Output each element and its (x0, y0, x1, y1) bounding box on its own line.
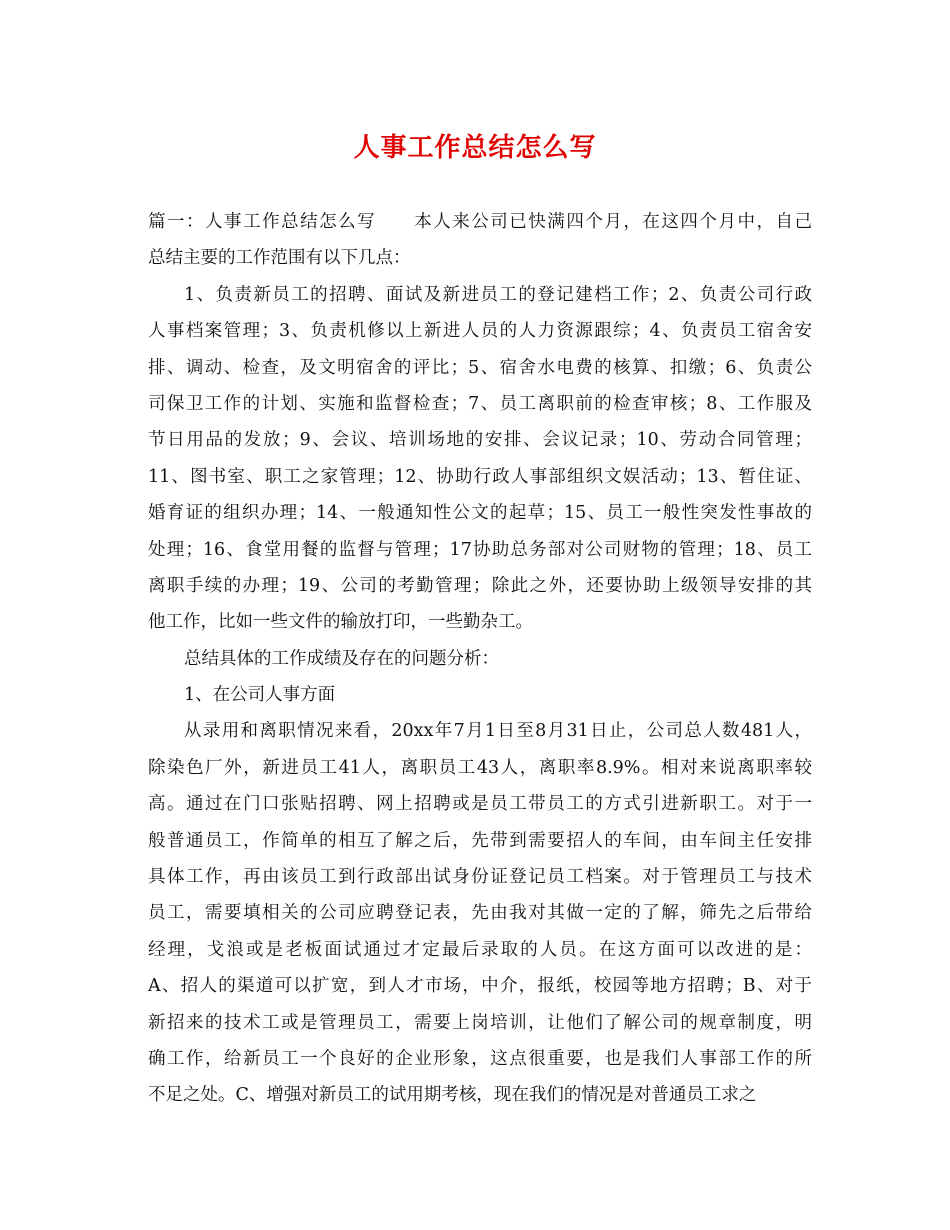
document-title: 人事工作总结怎么写 (353, 133, 597, 163)
text-line: 处理；16、食堂用餐的监督与管理；17协助总务部对公司财物的管理；18、员工 (148, 539, 812, 560)
text-line: 经理，戈浪或是老板面试通过才定最后录取的人员。在这方面可以改进的是： (148, 939, 812, 960)
text-line: 司保卫工作的计划、实施和监督检查；7、员工离职前的检查审核；8、工作服及 (148, 393, 812, 414)
text-line: 他工作，比如一些文件的输放打印，一些勤杂工。 (148, 612, 533, 633)
text-line: 婚育证的组织办理；14、一般通知性公文的起草；15、员工一般性突发性事故的 (148, 503, 812, 524)
text-line: 般普通员工，作简单的相互了解之后，先带到需要招人的车间，由车间主任安排 (148, 830, 812, 851)
text-line: 不足之处。C、增强对新员工的试用期考核，现在我们的情况是对普通员工求之 (148, 1085, 757, 1106)
text-line: 总结具体的工作成绩及存在的问题分析： (184, 648, 499, 669)
text-line: 高。通过在门口张贴招聘、网上招聘或是员工带员工的方式引进新职工。对于一 (148, 794, 812, 815)
text-line: 确工作，给新员工一个良好的企业形象，这点很重要，也是我们人事部工作的所 (148, 1048, 812, 1069)
section-heading: 1、在公司人事方面 (184, 685, 336, 706)
text-line: 人事档案管理；3、负责机修以上新进人员的人力资源跟综；4、负责员工宿舍安 (148, 321, 812, 342)
text-line: 从录用和离职情况来看，20xx年7月1日至8月31日止，公司总人数481人， (184, 721, 812, 742)
text-line: 总结主要的工作范围有以下几点： (148, 248, 411, 269)
text-line: 新招来的技术工或是管理员工，需要上岗培训，让他们了解公司的规章制度，明 (148, 1012, 812, 1033)
text-line: 1、负责新员工的招聘、面试及新进员工的登记建档工作；2、负责公司行政 (184, 284, 812, 305)
text-line: 离职手续的办理；19、公司的考勤管理；除此之外，还要协助上级领导安排的其 (148, 575, 812, 596)
text-line: 具体工作，再由该员工到行政部出试身份证登记员工档案。对于管理员工与技术 (148, 867, 812, 888)
text-line: 节日用品的发放；9、会议、培训场地的安排、会议记录；10、劳动合同管理； (148, 430, 812, 451)
text-line: 除染色厂外，新进员工41人，离职员工43人，离职率8.9%。相对来说离职率较 (148, 757, 812, 778)
text-line: 11、图书室、职工之家管理；12、协助行政人事部组织文娱活动；13、暂住证、 (148, 466, 812, 487)
document-body (148, 204, 812, 1114)
text-line: 排、调动、检查，及文明宿舍的评比；5、宿舍水电费的核算、扣缴；6、负责公 (148, 357, 812, 378)
text-line: 篇一：人事工作总结怎么写 本人来公司已快满四个月，在这四个月中，自己 (148, 212, 812, 232)
text-line: A、招人的渠道可以扩宽，到人才市场，中介，报纸，校园等地方招聘；B、对于 (148, 976, 812, 997)
text-line: 员工，需要填相关的公司应聘登记表，先由我对其做一定的了解，筛先之后带给 (148, 903, 812, 924)
